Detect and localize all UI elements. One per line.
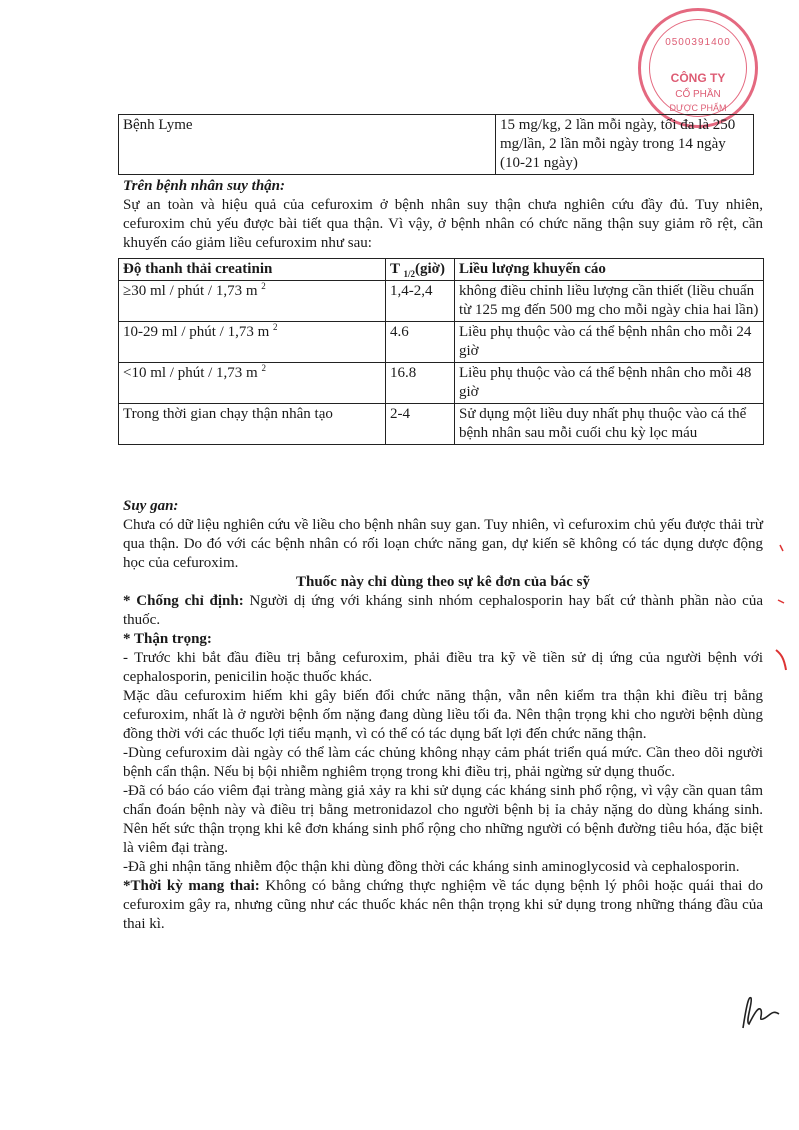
header-clearance: Độ thanh thải creatinin: [119, 259, 386, 281]
table-row: [119, 322, 764, 363]
lyme-dosage-table: [118, 114, 754, 175]
pregnancy-text: Không có bằng chứng thực nghiệm về tác dụng bệnh lý phôi hoặc quái thai do cefuroxim gây ra, nhưng cũng như các thuốc khác nên thận trọng khi sử dụng trong những tháng đầu của thai kì.: [123, 878, 763, 932]
precaution-item: Mặc dầu cefuroxim hiếm khi gây biến đổi chức năng thận, vẫn nên kiểm tra thận khi điều trị bằng cefuroxim, nhất là ở người bệnh ốm nặng đang dùng liều tối đa. Nên thận trọng khi cho người bệnh dùng đồng thời với các thuốc lợi tiểu mạnh, vì có thể có tác dụng bất lợi đến chức năng thận.: [123, 688, 763, 742]
renal-heading: Trên bệnh nhân suy thận:: [123, 178, 285, 194]
stamp-line-2: CỔ PHẦN: [675, 89, 721, 100]
cell-clearance: Trong thời gian chạy thận nhân tạo: [119, 404, 386, 445]
contraindications-label: * Chống chỉ định:: [123, 593, 244, 609]
clearance-sup: 2: [261, 363, 266, 373]
precaution-item: -Đã có báo cáo viêm đại tràng màng giả xảy ra khi sử dụng các kháng sinh phổ rộng, vì vậy cần quan tâm chẩn đoán bệnh này và điều trị bằng metronidazol cho người bệnh bị ỉa chảy nặng do dùng kháng sinh. Nên hết sức thận trọng khi kê đơn kháng sinh phổ rộng cho những người có bệnh đường tiêu hóa, đặc biệt là viêm đại tràng.: [123, 783, 763, 856]
lyme-disease-cell: Bệnh Lyme: [119, 115, 496, 175]
pregnancy: [123, 877, 763, 934]
precaution-item: - Trước khi bắt đầu điều trị bằng cefuroxim, phải điều tra kỹ về tiền sử dị ứng của người bệnh với cephalosporin, penicilin hoặc thuốc khác.: [123, 650, 763, 685]
table-row: [119, 404, 764, 445]
table-header-row: [119, 259, 764, 281]
table-row: [119, 281, 764, 322]
cell-dosage: Liều phụ thuộc vào cá thể bệnh nhân cho mỗi 24 giờ: [455, 322, 764, 363]
clearance-sup: 2: [273, 322, 278, 332]
header-dosage: Liều lượng khuyến cáo: [455, 259, 764, 281]
cell-clearance: [119, 363, 386, 404]
cell-half-life: 2-4: [386, 404, 455, 445]
header-half-life-unit: (giờ): [415, 261, 445, 277]
precaution-item: -Đã ghi nhận tăng nhiễm độc thận khi dùng đồng thời các kháng sinh aminoglycosid và cephalosporin.: [123, 859, 740, 875]
precaution-item: -Dùng cefuroxim dài ngày có thể làm các chủng không nhạy cảm phát triển quá mức. Cần theo dõi người bệnh cẩn thận. Nếu bị bội nhiễm nghiêm trọng trong khi điều trị, phải ngừng sử dụng thuốc.: [123, 745, 763, 780]
margin-marks: [770, 540, 790, 680]
lyme-dosage-cell: 15 mg/kg, 2 lần mỗi ngày, tối đa là 250 mg/lần, 2 lần mỗi ngày trong 14 ngày (10-21 ngày): [496, 115, 754, 175]
company-stamp: [638, 8, 758, 128]
table-row: [119, 363, 764, 404]
stamp-code: 0500391400: [665, 37, 731, 48]
stamp-line-1: CÔNG TY: [670, 71, 726, 85]
liver-section: [123, 497, 763, 934]
cell-half-life: 1,4-2,4: [386, 281, 455, 322]
table-row: [119, 115, 754, 175]
liver-heading: Suy gan:: [123, 498, 179, 514]
clearance-sup: 2: [261, 281, 266, 291]
precautions-label: * Thận trọng:: [123, 631, 212, 647]
stamp-line-3: DƯỢC PHẨM: [669, 103, 727, 113]
clearance-text: 10-29 ml / phút / 1,73 m: [123, 324, 270, 340]
cell-clearance: [119, 281, 386, 322]
contraindications: [123, 592, 763, 630]
header-half-life-sub: 1/2: [403, 269, 415, 279]
pregnancy-label: *Thời kỳ mang thai:: [123, 878, 260, 894]
signature-mark: [735, 992, 785, 1032]
renal-dosage-table: [118, 258, 764, 445]
cell-dosage: không điều chỉnh liều lượng cần thiết (liều chuẩn từ 125 mg đến 500 mg cho mỗi ngày chia hai lần): [455, 281, 764, 322]
prescription-note: Thuốc này chỉ dùng theo sự kê đơn của bác sỹ: [295, 574, 591, 590]
cell-clearance: [119, 322, 386, 363]
cell-half-life: 4.6: [386, 322, 455, 363]
cell-dosage: Sử dụng một liều duy nhất phụ thuộc vào cá thể bệnh nhân sau mỗi cuối chu kỳ lọc máu: [455, 404, 764, 445]
header-half-life: [386, 259, 455, 281]
cell-half-life: 16.8: [386, 363, 455, 404]
clearance-text: <10 ml / phút / 1,73 m: [123, 365, 258, 381]
header-half-life-t: T: [390, 261, 400, 277]
cell-dosage: Liều phụ thuộc vào cá thể bệnh nhân cho mỗi 48 giờ: [455, 363, 764, 404]
renal-section: [123, 177, 763, 253]
clearance-text: ≥30 ml / phút / 1,73 m: [123, 283, 258, 299]
contraindications-text: Người dị ứng với kháng sinh nhóm cephalosporin hay bất cứ thành phần nào của thuốc.: [123, 593, 763, 628]
liver-text: Chưa có dữ liệu nghiên cứu về liều cho bệnh nhân suy gan. Tuy nhiên, vì cefuroxim chủ yếu được thải trừ qua thận. Do đó với các bệnh nhân có rối loạn chức năng gan, dự kiến sẽ không có tác dụng dược động học của cefuroxim.: [123, 517, 763, 571]
renal-intro: Sự an toàn và hiệu quả của cefuroxim ở bệnh nhân suy thận chưa nghiên cứu đầy đủ. Tuy nhiên, cefuroxim chủ yếu được bài tiết qua thận. Vì vậy, ở bệnh nhân có chức năng thận suy giảm rõ rệt, cần khuyến cáo giảm liều cefuroxim như sau:: [123, 197, 763, 251]
